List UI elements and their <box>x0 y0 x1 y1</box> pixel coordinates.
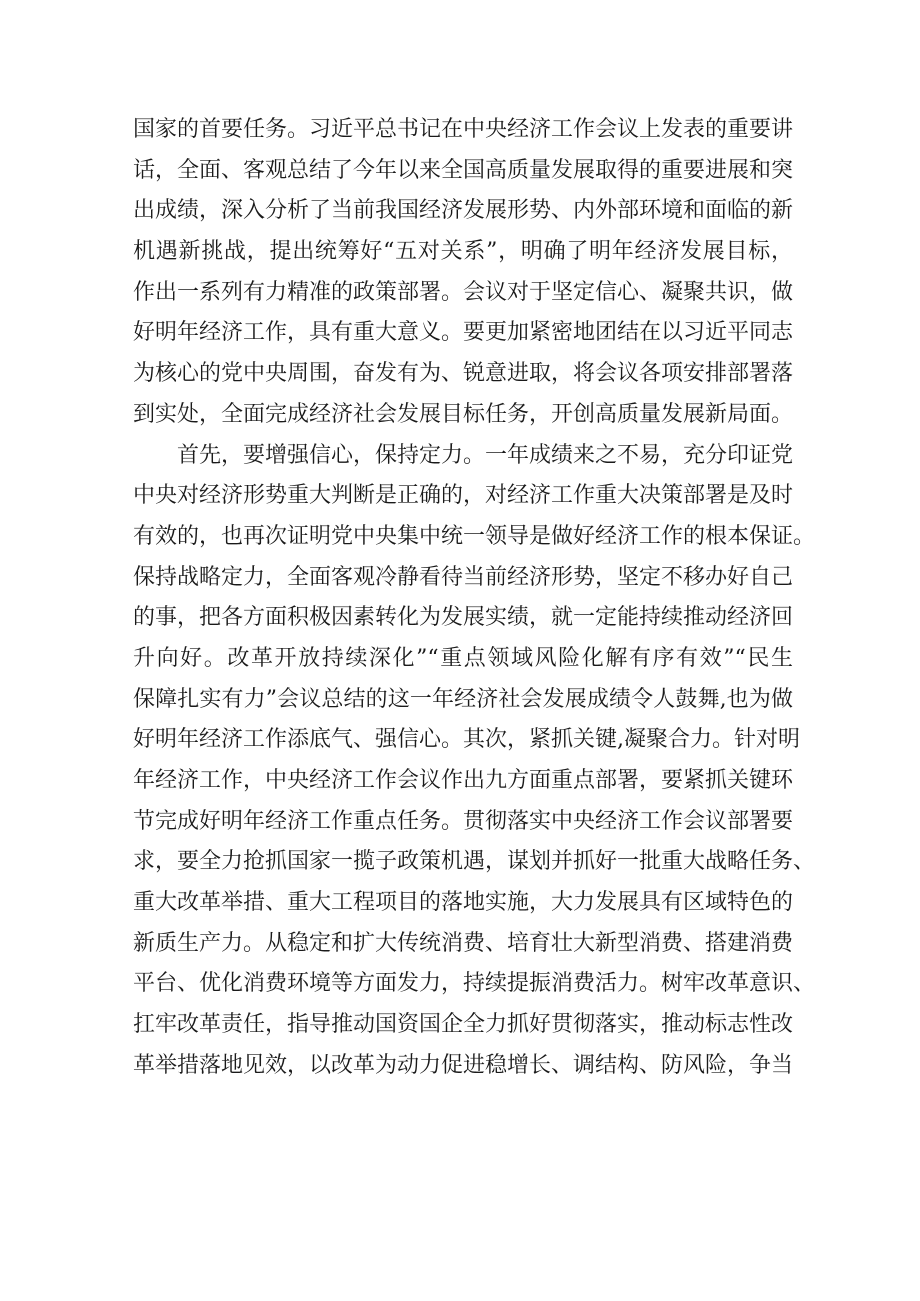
text-line: 新质生产力。从稳定和扩大传统消费、培育壮大新型消费、搭建消费 <box>133 930 794 956</box>
text-line: 作出一系列有力精准的政策部署。会议对于坚定信心、凝聚共识，做 <box>133 279 794 305</box>
paragraph-start-line: 首先，要增强信心，保持定力。一年成绩来之不易，充分印证党 <box>177 442 794 468</box>
text-line: 为核心的党中央周围，奋发有为、锐意进取，将会议各项安排部署落 <box>133 361 794 387</box>
text-line: 好明年经济工作添底气、强信心。其次，紧抓关键,凝聚合力。针对明 <box>133 727 800 753</box>
text-line: 出成绩，深入分析了当前我国经济发展形势、内外部环境和面临的新 <box>133 198 794 224</box>
text-line: 扛牢改革责任，指导推动国资国企全力抓好贯彻落实，推动标志性改 <box>133 1012 794 1038</box>
text-line: 到实处，全面完成经济社会发展目标任务，开创高质量发展新局面。 <box>133 401 794 427</box>
text-line: 话，全面、客观总结了今年以来全国高质量发展取得的重要进展和突 <box>133 157 794 183</box>
text-line: 重大改革举措、重大工程项目的落地实施，大力发展具有区域特色的 <box>133 890 794 916</box>
text-line: 中央对经济形势重大判断是正确的，对经济工作重大决策部署是及时 <box>133 483 794 509</box>
text-line: 保持战略定力，全面客观冷静看待当前经济形势，坚定不移办好自己 <box>133 564 794 590</box>
text-line: 革举措落地见效，以改革为动力促进稳增长、调结构、防风险，争当 <box>133 1052 794 1078</box>
text-line: 节完成好明年经济工作重点任务。贯彻落实中央经济工作会议部署要 <box>133 808 794 834</box>
text-line: 的事，把各方面积极因素转化为发展实绩，就一定能持续推动经济回 <box>133 605 794 631</box>
text-line: 年经济工作，中央经济工作会议作出九方面重点部署，要紧抓关键环 <box>133 768 794 793</box>
text-line: 平台、优化消费环境等方面发力，持续提振消费活力。树牢改革意识、 <box>133 971 816 997</box>
text-line: 机遇新挑战，提出统筹好“五对关系”，明确了明年经济发展目标， <box>133 239 793 265</box>
document-body <box>133 110 816 1087</box>
text-line: 保障扎实有力”会议总结的这一年经济社会发展成绩令人鼓舞,也为做 <box>133 686 793 712</box>
text-line: 好明年经济工作，具有重大意义。要更加紧密地团结在以习近平同志 <box>133 320 794 346</box>
text-line: 有效的，也再次证明党中央集中统一领导是做好经济工作的根本保证。 <box>133 523 816 549</box>
text-line: 升向好。改革开放持续深化”“重点领域风险化解有序有效”“民生 <box>133 645 793 671</box>
text-line: 求，要全力抢抓国家一揽子政策机遇，谋划并抓好一批重大战略任务、 <box>133 849 816 875</box>
text-line: 国家的首要任务。习近平总书记在中央经济工作会议上发表的重要讲 <box>133 117 794 142</box>
